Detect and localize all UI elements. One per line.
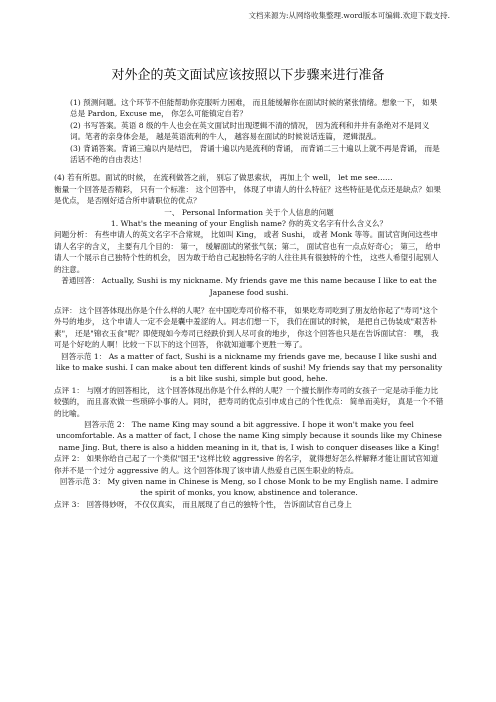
section-heading: 一、 Personal Information 关于个人信息的问题 xyxy=(164,207,334,217)
question-analysis: 问题分析： 有些申请人的英文名字不合常规， 比如叫 King， 或者 Sushi， 或者 Monk 等等。面试官询问这些申请人名字的含义， 主要有几个目的： 第一， 缓解面试的紧张气氛；第二， 面试官也有一点点好奇心； 第三， 给申请人一个展示自己独特个性的机会， 因为敢于给自己起独特名字的人往往具有很独特的个性， 这些人希望引起别人的注意。 xyxy=(54,230,441,274)
comment-normal: 点评： 这个回答体现出你是个什么样的人呢？在中国吃寿司价格不菲， 如果吃寿司吃到了朋友给你起了"寿司"这个外号的地步， 这个申请人一定不会是囊中羞涩的人。同志们想一下， 我们在面试的时候， 是把自己伪装成"艰苦朴素"， 还是"锦衣玉食"呢？即使现如今寿司已经跌价到人尽可食的地步， 你这个回答也只是在告诉面试官： 嘿， 我可是个好吃的人啊！比较一下以下的这个回答， 你就知道哪个更胜一筹了。 xyxy=(54,305,439,350)
question-1: 1. What's the meaning of your English name? 你的英文名字有什么含义么？ xyxy=(110,219,388,229)
normal-answer: 普通回答： Actually, Sushi is my nickname. My friends gave me this name because I like to eat the Japanese food sushi. xyxy=(61,276,437,297)
sample-answer-2: 回答示范 2： The name King may sound a bit aggressive. I hope it won't make you feel uncomfortable. As a matter of fact, I chose the name King simply because it sounds like my Chinese name Jing. But, there is also a hidden meaning in it, that is, I wish to conquer diseases like a King! xyxy=(56,419,442,452)
paragraph-criteria: 衡量一个回答是否精彩， 只有一个标准： 这个回答中， 体现了申请人的什么特征？这些特征是优点还是缺点？如果是优点， 是否刚好适合所申请职位的优点？ xyxy=(54,184,441,206)
source-header: 文档来源为:从网络收集整理.word版本可编辑.欢迎下载支持. xyxy=(248,11,450,20)
paragraph-step-1: (1) 预测问题。这个环节不但能帮助你克服听力困难， 而且能缓解你在面试时候的紧张情绪。想象一下， 如果总是 Pardon, Excuse me， 你怎么可能镇定自若？ xyxy=(70,98,438,119)
paragraph-step-2: (2) 书写答案。英语 8 级的牛人也会在英文面试时出现逻辑不清的情况， 因为流利和井井有条绝对不是同义词。笔者的亲身体会是， 越是英语流利的牛人， 越容易在面试的时候说话连篇， 逻辑混乱。 xyxy=(70,120,430,142)
document-body xyxy=(54,97,444,510)
paragraph-step-4: (4) 若有所思。面试的时候， 在流利做答之前， 别忘了做思索状， 再加上个 well， let me see…… xyxy=(54,173,393,183)
comment-2: 点评 2： 如果你给自己起了一个类似"国王"这样比较 aggressive 的名字， 就得想好怎么样解释才能让面试官知道你并不是一个过分 aggressive 的人。这个回答体现了该申请人热爱自己医生职业的特点。 xyxy=(54,454,439,475)
page-title: 对外企的英文面试应该按照以下步骤来进行准备 xyxy=(111,68,385,83)
sample-answer-3: 回答示范 3： My given name in Chinese is Meng, so I chose Monk to be my English name. I admire the spirit of monks, you know, abstinence and tolerance. xyxy=(59,477,439,498)
paragraph-step-3: (3) 背诵答案。背诵三遍以内是结巴， 背诵十遍以内是流利的背诵， 而背诵二三十遍以上就不再是背诵， 而是活话不绝的自由表达！ xyxy=(70,143,440,165)
comment-3: 点评 3： 回答得妙呀， 不仅仅真实， 而且展现了自己的独特个性， 告诉面试官自己身上 xyxy=(54,499,352,509)
comment-1: 点评 1： 与刚才的回答相比， 这个回答体现出你是个什么样的人呢？一个擅长制作寿司的女孩子一定是动手能力比较强的， 而且喜欢做一些琐碎小事的人。同时， 把寿司的优点引申成自己的个性优点： 简单而美好， 真是一个不错的比喻。 xyxy=(54,385,444,418)
sample-answer-1: 回答示范 1： As a matter of fact, Sushi is a nickname my friends gave me, because I like sushi and like to make sushi. I can make about ten different kinds of sushi! My friends say that my personality is a bit like sushi, simple but good, hehe. xyxy=(55,351,443,384)
